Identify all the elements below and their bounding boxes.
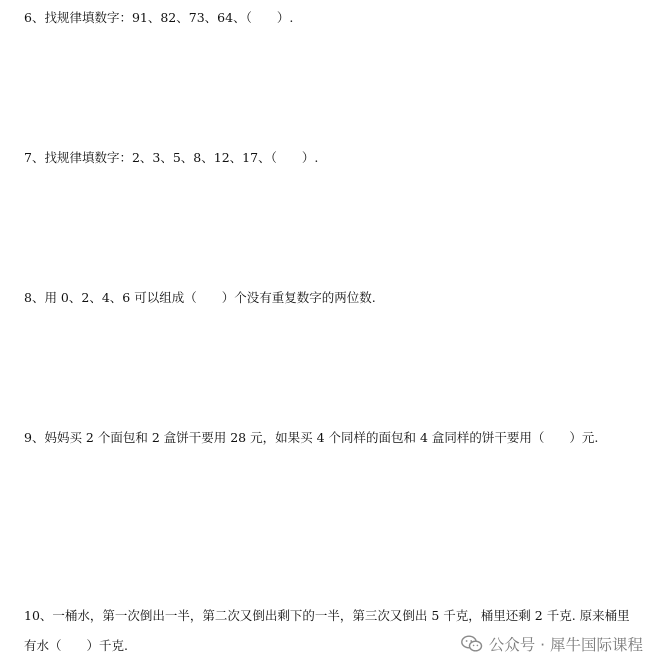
question-7: 7、找规律填数字：2、3、5、8、12、17、（ ）. — [24, 150, 319, 165]
watermark-text: 公众号 · 犀牛国际课程 — [488, 636, 643, 654]
question-6: 6、找规律填数字：91、82、73、64、（ ）. — [24, 10, 294, 25]
question-8: 8、用 0、2、4、6 可以组成（ ）个没有重复数字的两位数. — [24, 290, 376, 305]
question-10: 10、一桶水，第一次倒出一半，第二次又倒出剩下的一半，第三次又倒出 5 千克，桶里还剩 2 千克. 原来桶里有水（ ）千克. — [24, 608, 630, 653]
wechat-icon — [461, 635, 483, 653]
question-9: 9、妈妈买 2 个面包和 2 盒饼干要用 28 元，如果买 4 个同样的面包和 4 盒同样的饼干要用（ ）元. — [24, 430, 599, 445]
watermark — [461, 633, 643, 655]
